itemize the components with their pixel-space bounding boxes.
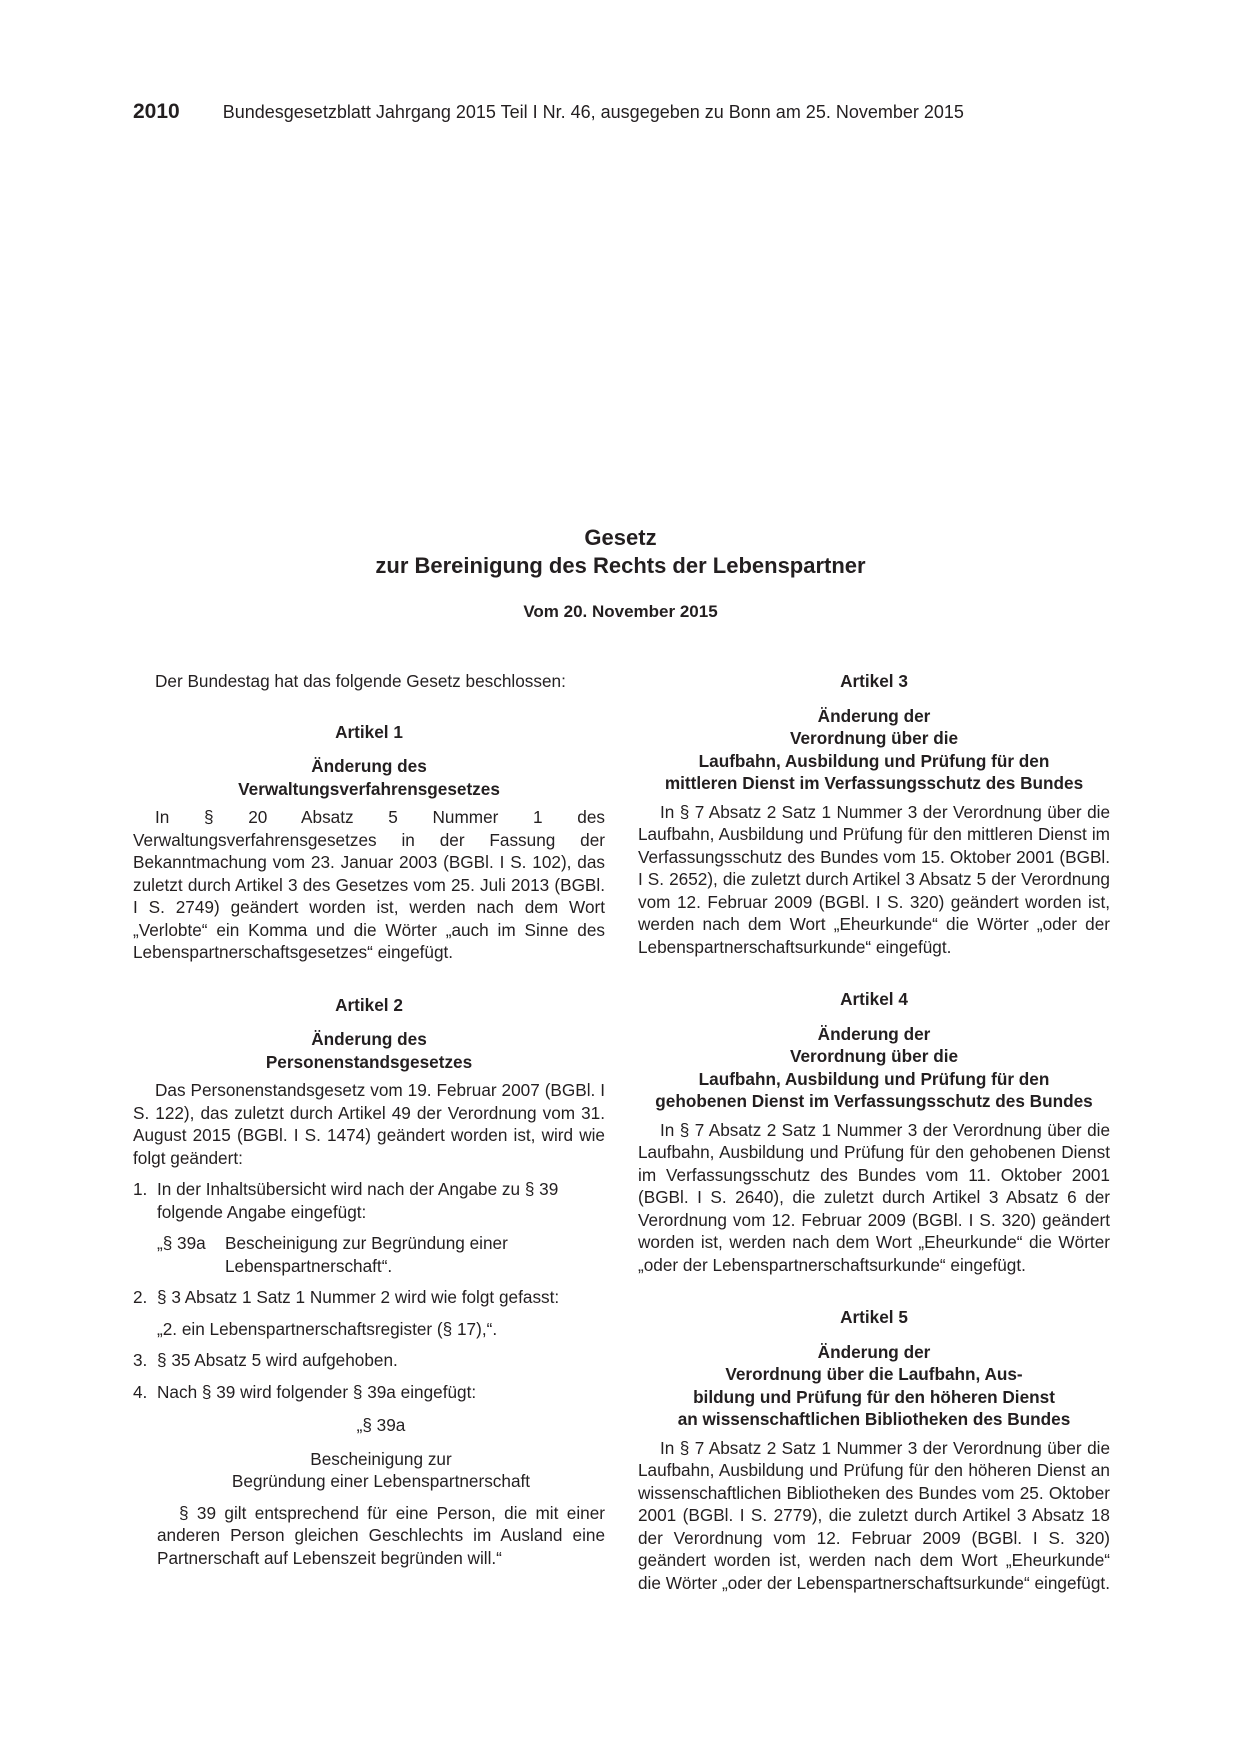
article-3-label: Artikel 3 xyxy=(840,671,908,691)
list-item-number: 4. xyxy=(133,1381,148,1402)
article-5-heading-line3: bildung und Prüfung für den höheren Dienst xyxy=(693,1386,1055,1407)
page-number: 2010 xyxy=(133,100,180,123)
list-item-text: § 35 Absatz 5 wird aufgehoben. xyxy=(157,1350,398,1370)
article-1-heading xyxy=(133,755,605,800)
law-date: Vom 20. November 2015 xyxy=(523,602,718,621)
article-2-body: Das Personenstandsgesetz vom 19. Februar 2007 (BGBl. I S. 122), das zuletzt durch Artikel 49 der Verordnung vom 31. August 2015 (BGBl. I S. 1474) geändert worden ist, wird wie folgt geändert: xyxy=(133,1080,605,1168)
new-section-body-wrap xyxy=(133,1502,605,1570)
article-4-heading xyxy=(638,1023,1110,1113)
new-section-title xyxy=(133,1448,605,1493)
list-item xyxy=(133,1349,605,1372)
list-item-text: Nach § 39 wird folgender § 39a eingefügt: xyxy=(157,1381,477,1402)
new-section-number: „§ 39a xyxy=(356,1415,406,1435)
list-item-text: In der Inhaltsübersicht wird nach der Angabe zu § 39 folgende Angabe eingefügt: xyxy=(157,1179,559,1222)
article-1-heading-line2: Verwaltungsverfahrensgesetzes xyxy=(238,778,500,799)
quoted-replacement: „2. ein Lebenspartnerschaftsregister (§ 17),“. xyxy=(157,1318,498,1339)
article-4-heading-line3: Laufbahn, Ausbildung und Prüfung für den xyxy=(698,1068,1050,1089)
law-title-block xyxy=(0,524,1241,622)
article-3-heading-line4: mittleren Dienst im Verfassungsschutz des Bundes xyxy=(664,773,1084,793)
article-1-body: In § 20 Absatz 5 Nummer 1 des Verwaltungsverfahrensgesetzes in der Fassung der Bekanntmachung vom 23. Januar 2003 (BGBl. I S. 102), das zuletzt durch Artikel 3 des Gesetzes vom 25. Juli 2013 (BGBl. I S. 2749) geändert worden ist, werden nach dem Wort „Verlobte“ ein Komma und die Wörter „auch im Sinne des Lebenspartnerschaftsgesetzes“ eingefügt. xyxy=(133,807,605,962)
gazette-header-text: Bundesgesetzblatt Jahrgang 2015 Teil I Nr. 46, ausgegeben zu Bonn am 25. November 2015 xyxy=(222,102,964,122)
list-item-number: 2. xyxy=(133,1287,148,1307)
article-3-body: In § 7 Absatz 2 Satz 1 Nummer 3 der Verordnung über die Laufbahn, Ausbildung und Prüfung für den mittleren Dienst im Verfassungsschutz des Bundes vom 15. Oktober 2001 (BGBl. I S. 2652), die zuletzt durch Artikel 3 Absatz 5 der Verordnung vom 12. Februar 2009 (BGBl. I S. 320) geändert worden ist, werden nach dem Wort „Eheurkunde“ die Wörter „oder der Lebenspartnerschaftsurkunde“ eingefügt. xyxy=(638,801,1110,957)
new-section-body: § 39 gilt entsprechend für eine Person, die mit einer anderen Person gleichen Geschlechts im Ausland eine Partnerschaft auf Lebenszeit begründen will.“ xyxy=(157,1502,605,1568)
article-5-body: In § 7 Absatz 2 Satz 1 Nummer 3 der Verordnung über die Laufbahn, Ausbildung und Prüfung für den höheren Dienst an wissenschaftlichen Bibliotheken des Bundes vom 25. Oktober 2001 (BGBl. I S. 2779), die zuletzt durch Artikel 3 Absatz 18 der Verordnung vom 12. Februar 2009 (BGBl. I S. 320) geändert worden ist, werden nach dem Wort „Eheurkunde“ die Wörter „oder der Lebenspartnerschaftsurkunde“ eingefügt. xyxy=(638,1437,1110,1593)
list-item xyxy=(133,1286,605,1309)
law-title-line2: zur Bereinigung des Rechts der Lebenspartner xyxy=(375,553,866,578)
article-4-body: In § 7 Absatz 2 Satz 1 Nummer 3 der Verordnung über die Laufbahn, Ausbildung und Prüfung für den gehobenen Dienst im Verfassungsschutz des Bundes vom 11. Oktober 2001 (BGBl. I S. 2640), die zuletzt durch Artikel 3 Absatz 6 der Verordnung vom 12. Februar 2009 (BGBl. I S. 320) geändert worden ist, werden nach dem Wort „Eheurkunde“ die Wörter „oder der Lebenspartnerschaftsurkunde“ eingefügt. xyxy=(638,1119,1110,1275)
article-2-heading xyxy=(133,1028,605,1073)
article-5-heading xyxy=(638,1341,1110,1431)
article-5-heading-line1: Änderung der xyxy=(817,1341,931,1362)
quoted-section-title: Bescheinigung zur Begründung einer Lebenspartnerschaft“. xyxy=(225,1233,508,1276)
article-4-label: Artikel 4 xyxy=(840,989,908,1009)
article-5-label: Artikel 5 xyxy=(840,1307,908,1327)
article-3-heading-line2: Verordnung über die xyxy=(789,728,959,748)
list-item xyxy=(133,1178,605,1223)
article-4-heading-line2: Verordnung über die xyxy=(789,1046,959,1066)
article-4-heading-line1: Änderung der xyxy=(817,1023,931,1044)
article-5-heading-line2: Verordnung über die Laufbahn, Aus- xyxy=(725,1364,1023,1384)
right-column xyxy=(638,670,1110,1594)
article-2-heading-line1: Änderung des xyxy=(311,1029,427,1049)
article-3-heading-line1: Änderung der xyxy=(817,705,931,726)
article-1-label: Artikel 1 xyxy=(335,721,403,742)
article-2-label: Artikel 2 xyxy=(335,994,403,1015)
list-item xyxy=(133,1381,605,1404)
new-section-title-line2: Begründung einer Lebenspartnerschaft xyxy=(231,1471,531,1491)
article-2-heading-line2: Personenstandsgesetzes xyxy=(265,1051,473,1072)
article-3-heading xyxy=(638,705,1110,795)
enactment-clause: Der Bundestag hat das folgende Gesetz beschlossen: xyxy=(155,671,566,691)
law-title-line1: Gesetz xyxy=(584,525,657,550)
list-item-number: 3. xyxy=(133,1350,148,1370)
list-item-text: § 3 Absatz 1 Satz 1 Nummer 2 wird wie folgt gefasst: xyxy=(157,1287,560,1307)
left-column xyxy=(133,670,605,1569)
quoted-toc-entry xyxy=(133,1232,605,1277)
article-3-heading-line3: Laufbahn, Ausbildung und Prüfung für den xyxy=(698,750,1050,771)
quoted-section-number: „§ 39a xyxy=(157,1233,206,1253)
article-4-heading-line4: gehobenen Dienst im Verfassungsschutz des Bundes xyxy=(655,1091,1093,1111)
page-header xyxy=(133,100,964,124)
list-item-number: 1. xyxy=(133,1179,148,1199)
article-1-heading-line1: Änderung des xyxy=(311,756,427,776)
article-5-heading-line4: an wissenschaftlichen Bibliotheken des Bundes xyxy=(677,1409,1071,1429)
new-section-title-line1: Bescheinigung zur xyxy=(310,1448,452,1469)
